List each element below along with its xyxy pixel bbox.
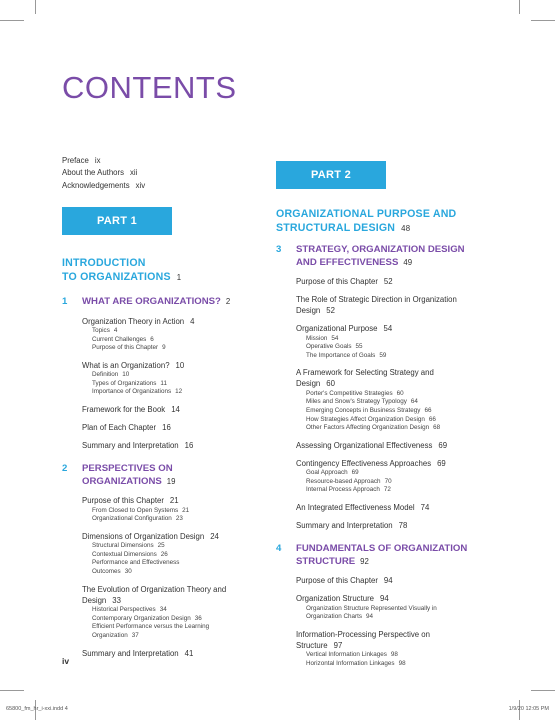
section-entry[interactable] [82,495,272,506]
section-entry[interactable] [296,502,486,513]
subsection-list [82,327,272,353]
subsection-entry[interactable] [82,542,272,551]
page-folio: iv [62,656,70,666]
section-text: The Role of Strategic Direction in Organization [296,295,457,304]
section-page: 16 [184,441,194,451]
section-text: Organization Structure [296,594,375,604]
subsection-entry[interactable] [296,478,486,487]
part2-title [276,208,486,235]
chapter-page: 92 [360,556,369,566]
subsection-entry[interactable] [296,605,486,622]
subsection-entry[interactable] [296,424,486,433]
section-page: 94 [380,594,389,604]
section-text: Organizational Purpose [296,324,378,333]
chapter-title[interactable] [296,543,486,568]
subsection-text: Goal Approach [306,469,348,477]
subsection-text: Miles and Snow's Strategy Typology [306,398,407,406]
subsection-entry[interactable] [296,335,486,344]
subsection-entry[interactable] [296,352,486,361]
front-matter-item[interactable]: Preface ix [62,156,101,165]
section-page: 52 [383,277,393,286]
chapter-number: 4 [276,543,282,555]
section-entry[interactable] [82,360,272,371]
section-entry[interactable] [82,316,272,327]
subsection-text: Importance of Organizations [92,388,172,396]
section-page: 24 [210,531,219,541]
subsection-entry[interactable] [296,660,486,669]
subsection-page: 36 [194,614,202,622]
chapter-title[interactable] [82,296,272,309]
subsection-entry[interactable] [82,344,272,353]
front-matter-item[interactable]: Acknowledgements xiv [62,180,146,190]
subsection-list [82,542,272,576]
part1-title-page: 1 [176,272,182,282]
part1-title-text: INTRODUCTION [62,257,146,269]
section-text: Design [296,306,321,315]
subsection-page: 98 [398,659,406,667]
section-text: Dimensions of Organization Design [82,531,205,541]
subsection-page: 72 [383,486,391,494]
chapter-title-text: WHAT ARE ORGANIZATIONS? [82,296,221,307]
section-text: Information-Processing Perspective on [296,629,430,639]
section-page: 60 [326,379,335,389]
section-page: 10 [175,360,185,370]
chapter-page: 49 [403,257,413,267]
subsection-page: 30 [124,568,132,576]
section-entry[interactable] [296,440,486,451]
chapter-title-text: AND EFFECTIVENESS [296,256,399,268]
subsection-list [82,507,272,524]
section-page: 14 [171,405,180,415]
section-page: 4 [190,316,195,326]
subsection-page: 60 [396,389,404,397]
section-entry[interactable] [296,276,486,287]
subsection-entry[interactable] [82,606,272,615]
subsection-text: From Closed to Open Systems [92,506,179,514]
subsection-text: Internal Process Approach [306,486,380,494]
subsection-page: 6 [150,335,154,343]
section-page: 69 [437,458,446,468]
subsection-entry[interactable] [82,507,272,516]
subsection-page: 11 [160,379,167,387]
subsection-entry[interactable] [82,380,272,389]
subsection-text: How Strategies Affect Organization Design [306,415,425,423]
subsection-list [296,469,486,495]
crop-mark [35,0,36,14]
section-entry[interactable] [82,531,272,542]
chapter-number: 3 [276,244,282,255]
subsection-page: 23 [175,515,183,523]
section-entry[interactable] [296,458,486,469]
chapter-title-text: STRATEGY, ORGANIZATION DESIGN [296,244,465,255]
section-entry[interactable] [82,584,272,606]
subsection-page: 21 [182,506,190,514]
subsection-text: Current Challenges [92,335,147,343]
part-2-banner: PART 2 [276,161,386,189]
crop-mark [531,690,555,691]
section-entry[interactable] [82,422,272,433]
subsection-page: 55 [355,343,363,351]
section-text: Organization Theory in Action [82,316,185,326]
section-entry[interactable] [82,648,272,659]
subsection-list [82,606,272,640]
chapter-page: 2 [225,297,231,306]
chapter-title[interactable] [296,244,486,269]
section-text: Summary and Interpretation [82,441,179,451]
section-text: Purpose of this Chapter [296,277,378,286]
chapter-entry [276,244,486,531]
crop-mark [0,20,24,21]
subsection-entry[interactable] [296,486,486,495]
chapter-title-text: PERSPECTIVES ON [82,463,173,475]
part2-title-text: ORGANIZATIONAL PURPOSE AND [276,208,457,220]
subsection-entry[interactable] [82,623,272,640]
subsection-text: Porter's Competitive Strategies [306,389,393,397]
subsection-text: Organization [92,631,128,639]
chapter-entry [62,463,272,658]
subsection-text: Organizational Configuration [92,515,172,523]
subsection-page: 98 [390,651,398,659]
subsection-text: The Importance of Goals [306,351,376,359]
section-entry[interactable] [296,629,486,651]
section-entry[interactable] [296,294,486,316]
chapter-title-text: STRUCTURE [296,555,356,567]
section-text: Design [296,379,321,389]
subsection-entry[interactable] [82,388,272,397]
subsection-list [296,605,486,622]
section-text: Contingency Effectiveness Approaches [296,458,432,468]
section-text: A Framework for Selecting Strategy and [296,368,434,378]
section-page: 74 [420,503,430,513]
subsection-page: 10 [122,371,130,379]
section-text: An Integrated Effectiveness Model [296,503,415,513]
chapter-entry [62,296,272,451]
subsection-page: 26 [160,550,168,558]
crop-mark [519,0,520,14]
subsection-page: 4 [113,327,118,334]
chapter-number: 2 [62,463,68,475]
subsection-text: Organization Charts [306,613,362,621]
chapter-title[interactable] [82,463,272,488]
subsection-page: 54 [331,334,339,342]
subsection-text: Performance and Effectiveness [92,559,180,567]
subsection-entry[interactable] [82,559,272,576]
chapter-title-text: ORGANIZATIONS [82,475,162,487]
subsection-text: Contextual Dimensions [92,550,157,558]
crop-mark [0,690,24,691]
section-text: Assessing Organizational Effectiveness [296,440,433,450]
subsection-entry[interactable] [296,416,486,425]
page-title: CONTENTS [62,70,237,105]
section-entry[interactable] [296,367,486,389]
subsection-list [296,335,486,361]
section-page: 41 [184,648,194,658]
chapter-title-text: FUNDAMENTALS OF ORGANIZATION [296,543,468,555]
subsection-list [296,390,486,433]
subsection-list [296,651,486,668]
subsection-entry[interactable] [82,371,272,380]
subsection-text: Types of Organizations [92,379,157,387]
subsection-text: Efficient Performance versus the Learning [92,623,210,631]
subsection-page: 9 [162,344,166,352]
subsection-entry[interactable] [82,551,272,560]
section-page: 94 [383,576,393,586]
section-entry[interactable] [296,520,486,531]
subsection-page: 68 [433,424,441,432]
subsection-entry[interactable] [296,343,486,352]
front-matter-list [62,155,145,192]
section-text: Design [82,595,107,605]
section-text: Summary and Interpretation [296,521,393,531]
subsection-text: Horizontal Information Linkages [306,659,395,667]
subsection-entry[interactable] [296,651,486,660]
section-text: What is an Organization? [82,360,170,370]
subsection-page: 34 [159,606,167,614]
section-page: 54 [383,324,393,333]
section-entry[interactable] [296,575,486,586]
subsection-text: Contemporary Organization Design [92,614,191,622]
subsection-page: 69 [351,469,359,477]
subsection-entry[interactable] [82,327,272,336]
subsection-text: Emerging Concepts in Business Strategy [306,406,421,414]
section-page: 97 [333,640,343,650]
subsection-text: Purpose of this Chapter [92,344,159,352]
subsection-page: 70 [384,477,392,485]
part-1-banner: PART 1 [62,207,172,235]
section-text: The Evolution of Organization Theory and [82,584,227,594]
subsection-entry[interactable] [296,407,486,416]
subsection-entry[interactable] [82,615,272,624]
subsection-text: Resource-based Approach [306,477,381,485]
subsection-page: 59 [379,351,387,359]
subsection-text: Vertical Information Linkages [306,651,387,659]
slug-date: 1/9/20 12:05 PM [508,706,549,712]
section-entry[interactable] [82,440,272,451]
subsection-page: 37 [131,631,139,639]
front-matter-item[interactable]: About the Authors xii [62,168,138,178]
part2-title-page: 48 [401,223,411,233]
slug-file-name: 65800_fm_hr_i-xxi.indd 4 [6,706,68,712]
subsection-text: Outcomes [92,568,121,576]
section-page: 21 [169,496,179,506]
section-text: Plan of Each Chapter [82,423,157,433]
part1-title-text: TO ORGANIZATIONS [62,270,171,283]
section-text: Structure [296,640,328,650]
subsection-text: Organization Structure Represented Visually in [306,604,437,612]
subsection-page: 66 [428,415,436,423]
part1-title [62,257,272,284]
subsection-text: Other Factors Affecting Organization Design [306,424,430,432]
subsection-text: Definition [92,371,119,379]
section-text: Framework for the Book [82,405,166,415]
chapter-entry [276,543,486,668]
subsection-text: Topics [92,327,110,334]
section-text: Purpose of this Chapter [82,496,164,506]
part-1-column [62,257,272,659]
section-entry[interactable] [296,593,486,604]
part-2-column [276,208,486,668]
subsection-text: Mission [306,334,328,342]
subsection-list [82,371,272,397]
subsection-entry[interactable] [296,390,486,399]
chapter-page: 19 [166,476,176,486]
subsection-text: Structural Dimensions [92,542,154,550]
section-text: Summary and Interpretation [82,648,179,658]
section-page: 52 [326,306,335,315]
part2-title-text: STRUCTURAL DESIGN [276,221,396,234]
section-entry[interactable] [296,323,486,334]
section-page: 78 [398,521,408,531]
subsection-text: Historical Perspectives [92,606,156,614]
chapter-number: 1 [62,296,68,307]
crop-mark [531,20,555,21]
section-entry[interactable] [82,404,272,415]
subsection-page: 12 [175,388,183,396]
subsection-text: Operative Goals [306,343,352,351]
subsection-page: 64 [410,398,418,406]
subsection-page: 25 [157,542,165,550]
section-page: 16 [162,423,171,433]
subsection-entry[interactable] [82,515,272,524]
section-text: Purpose of this Chapter [296,576,378,586]
subsection-page: 66 [424,406,432,414]
section-page: 69 [438,440,448,450]
subsection-entry[interactable] [296,398,486,407]
section-page: 33 [112,595,121,605]
subsection-entry[interactable] [82,336,272,345]
subsection-page: 94 [366,613,374,621]
subsection-entry[interactable] [296,469,486,478]
